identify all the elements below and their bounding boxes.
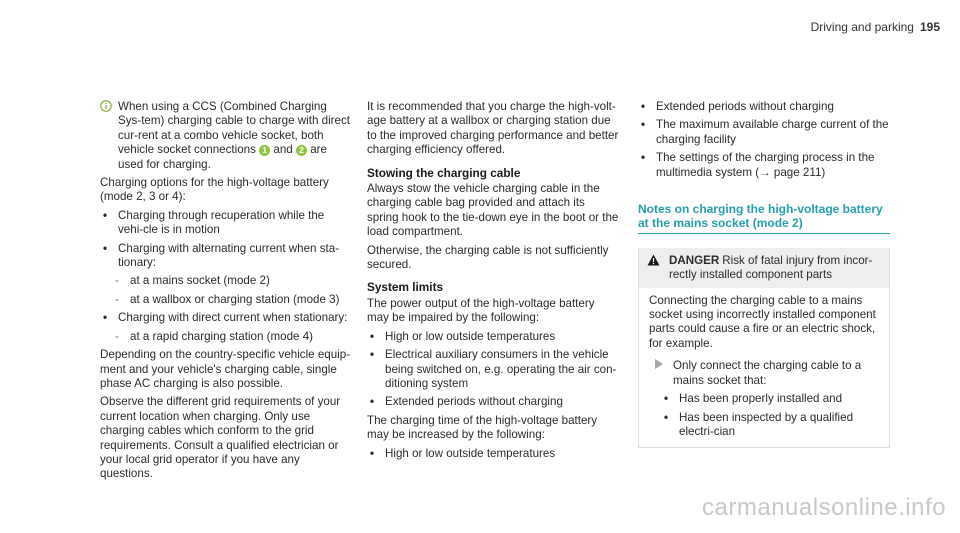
heading-system-limits: System limits [367, 280, 444, 295]
info-note [100, 100, 352, 172]
list-item: • Has been inspected by a qualified electri-cian [649, 411, 881, 440]
list-item: • Has been properly installed and [649, 392, 881, 406]
callout-1: 1 [259, 145, 270, 156]
info-text-part-a: When using a CCS (Combined Charging Sys-tem) charging cable to charge with direct cur-rent at a combo vehicle socket, both vehicle socket connections [118, 100, 350, 157]
callout-2: 2 [296, 145, 307, 156]
list-item-text: Has been inspected by a qualified electri-cian [679, 410, 854, 438]
list-item: • The maximum available charge current of the charging facility [641, 118, 889, 146]
section-title: Driving and parking [810, 20, 914, 34]
list-item: • High or low outside temperatures [367, 447, 619, 461]
list-item: • High or low outside temperatures [367, 330, 619, 344]
options-intro: Charging options for the high-voltage battery (mode 2, 3 or 4): [100, 176, 329, 204]
page-number: 195 [919, 20, 940, 34]
column-3 [638, 100, 890, 448]
sub-list-item-text: at a wallbox or charging station (mode 3) [130, 292, 340, 306]
instruction-step-text: Only connect the charging cable to a mains socket that: [673, 359, 862, 387]
danger-header-text [669, 254, 881, 283]
paragraph-stowing: Always stow the vehicle charging cable in the charging cable bag provided and attach its spring hook to the tie-down eye in the boot or the load compartment. [367, 182, 619, 239]
section-heading-mains-socket: Notes on charging the high-voltage battery at the mains socket (mode 2) [638, 202, 890, 234]
info-circle-icon [100, 100, 116, 114]
list-item: • The settings of the charging process in the multimedia system (→ page 211) [638, 151, 890, 180]
paragraph-time: The charging time of the high-voltage battery may be increased by the following: [367, 413, 598, 442]
sub-list-item: - at a wallbox or charging station (mode 3) [100, 293, 352, 307]
list-item-text: Charging with direct current when stationary: [118, 311, 348, 325]
list-item-text: Charging through recuperation while the vehi-cle is in motion [118, 208, 325, 237]
list-item-text: Extended periods without charging [656, 100, 834, 113]
warning-triangle-icon [647, 254, 669, 283]
list-item-text: Has been properly installed and [679, 392, 843, 406]
paragraph-recommend: It is recommended that you charge the high-volt-age battery at a wallbox or charging station due to the improved charging performance and better charging efficiency offered. [367, 100, 619, 157]
instruction-step [649, 359, 881, 388]
page-header [811, 20, 940, 34]
list-item: • Charging through recuperation while the vehi-cle is in motion [100, 209, 352, 238]
play-arrow-icon [649, 359, 673, 388]
list-item-text: Electrical auxiliary consumers in the vehicle being switched on, e.g. operating the air con-ditioning system [385, 348, 617, 390]
column-1 [100, 100, 352, 482]
sub-list-item-text: at a rapid charging station (mode 4) [130, 329, 314, 343]
list-item-text: Charging with alternating current when sta-tionary: [118, 241, 340, 270]
danger-box [638, 248, 890, 448]
watermark: carmanualsonline.info [702, 493, 946, 521]
paragraph-power: The power output of the high-voltage battery may be impaired by the following: [367, 296, 595, 325]
sub-list-item: - at a mains socket (mode 2) [100, 274, 352, 288]
list-item: • Extended periods without charging [367, 395, 619, 409]
sub-list-item: - at a rapid charging station (mode 4) [100, 330, 352, 344]
list-item: • Charging with direct current when stationary: [100, 311, 352, 325]
paragraph-country: Depending on the country-specific vehicle equip-ment and your vehicle's charging cable, single phase AC charging is also possible. [100, 348, 351, 390]
danger-header [639, 248, 889, 288]
paragraph-otherwise: Otherwise, the charging cable is not sufficiently secured. [367, 243, 609, 272]
danger-body-text: Connecting the charging cable to a mains socket using incorrectly installed component parts could cause a fire or an electric shock, for example. [649, 293, 876, 350]
list-item-text: The settings of the charging process in the multimedia system (→ page 211) [656, 151, 875, 179]
info-text [118, 100, 352, 172]
list-item: • Charging with alternating current when sta-tionary: [100, 242, 352, 271]
heading-stowing: Stowing the charging cable [367, 165, 521, 180]
list-item-text: The maximum available charge current of the charging facility [656, 118, 889, 146]
list-item: • Extended periods without charging [638, 100, 890, 114]
sub-list-item-text: at a mains socket (mode 2) [130, 274, 270, 288]
list-item-text: High or low outside temperatures [385, 446, 556, 460]
danger-title: Risk of fatal injury from incor-rectly installed component parts [669, 253, 873, 282]
danger-body [639, 288, 889, 448]
column-2 [367, 100, 619, 461]
danger-word: DANGER [669, 253, 720, 267]
list-item-text: High or low outside temperatures [385, 329, 556, 343]
paragraph-observe: Observe the different grid requirements of your current location when charging. Only use charging cables which conform to the grid requirements. Consult a qualified electrician or your local grid operator if you have any questions. [100, 395, 341, 481]
info-text-part-b: are used for charging. [118, 143, 327, 171]
info-text-and: and [273, 143, 293, 157]
list-item: • Electrical auxiliary consumers in the vehicle being switched on, e.g. operating the air con-ditioning system [367, 348, 619, 391]
list-item-text: Extended periods without charging [385, 395, 563, 409]
